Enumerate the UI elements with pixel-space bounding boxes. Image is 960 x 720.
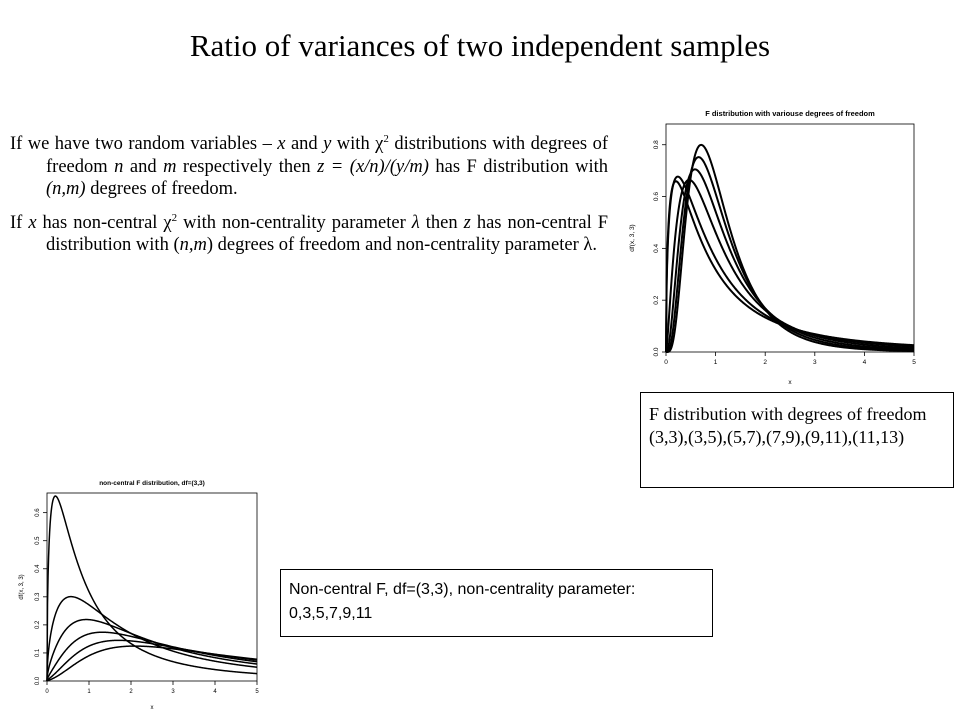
series-line-2 [666,180,914,352]
y-tick-label: 0.8 [653,140,660,150]
y-tick-label: 0.0 [653,347,660,357]
x-tick-label: 4 [213,689,217,695]
x-tick-label: 0 [45,689,49,695]
y-axis-label: df(x, 3, 3) [629,224,636,252]
y-axis-label: df(x, 3, 3) [19,574,25,600]
series-line-3 [666,169,914,352]
y-tick-label: 0.6 [653,192,660,202]
paragraph-noncentral: If x has non-central $\chi^2$ with non-centrality parameter λ then z has non-central F distribution with (n,m) degrees of freedom and non-centrality parameter λ. [10,211,609,256]
f-distribution-plot [620,100,936,390]
chart-title: F distribution with variouse degrees of freedom [705,109,875,118]
x-axis-label: x [788,379,792,386]
noncentral-f-chart [15,473,265,715]
y-tick-label: 0.5 [35,536,41,545]
series-line-5 [666,145,914,352]
x-tick-label: 1 [713,359,718,366]
y-tick-label: 0.0 [35,676,41,686]
series-line-2 [47,620,257,681]
x-tick-label: 2 [763,359,768,366]
x-tick-label: 3 [812,359,817,366]
y-tick-label: 0.2 [35,620,41,630]
x-tick-label: 2 [129,689,133,695]
noncentral-f-plot [15,473,265,715]
x-tick-label: 4 [862,359,867,366]
caption-f-distribution: F distribution with degrees of freedom (3,3),(3,5),(5,7),(7,9),(9,11),(11,13) [640,392,954,488]
series-line-0 [47,496,257,681]
x-tick-label: 5 [255,689,259,695]
caption-noncentral-f: Non-central F, df=(3,3), non-centrality parameter: 0,3,5,7,9,11 [280,569,713,637]
x-axis-label: x [150,705,154,711]
y-tick-label: 0.4 [35,564,41,573]
paragraph-f-definition: If we have two random variables – x and y with $\chi^2$ distributions with degrees of freedom n and m respectively then z = (x/n)/(y/m) has F distribution with (n,m) degrees of freedom. [10,133,608,200]
chart-title: non-central F distribution, df=(3,3) [99,480,205,487]
x-tick-label: 3 [171,689,175,695]
y-tick-label: 0.6 [35,508,41,517]
body-text [10,128,608,263]
y-tick-label: 0.4 [653,243,660,253]
series-line-4 [666,157,914,352]
slide-title: Ratio of variances of two independent samples [189,28,771,63]
x-tick-label: 0 [664,359,668,366]
x-tick-label: 1 [87,689,91,695]
y-tick-label: 0.1 [35,648,41,658]
y-tick-label: 0.2 [653,295,660,305]
y-tick-label: 0.3 [35,592,41,601]
plot-frame [666,124,914,352]
x-tick-label: 5 [912,359,916,366]
f-distribution-chart [620,100,936,390]
